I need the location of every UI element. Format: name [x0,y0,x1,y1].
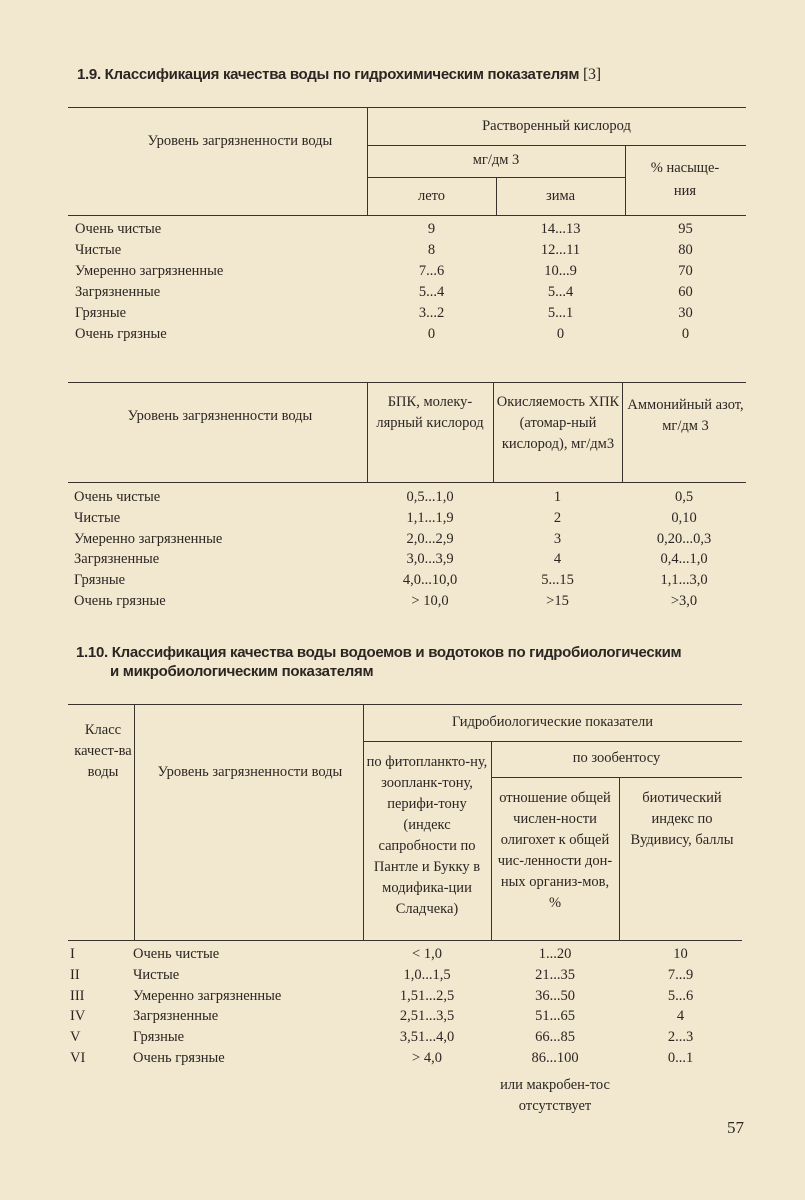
header-phytoplankton: по фитопланкто-ну, зоопланк-тону, перифи-тону (индекс сапробности по Пантле и Букку в модифика-ции Сладчека) [366,754,488,917]
header-dissolved-oxygen: Растворенный кислород [482,118,631,134]
table-1-10-title: 1.10. Классификация качества воды водоемов и водотоков по гидробиологическим и микробиологическим показателям [76,644,682,680]
table-row: Чистые 8 12...11 80 [75,242,693,258]
header-ammonium: Аммонийный азот, мг/дм 3 [627,397,744,434]
header-level: Уровень загрязненности воды [147,133,333,149]
table-row: VI Очень грязные > 4,0 86...100 0...1 [70,1049,694,1066]
header-level-b: Уровень загрязненности воды [127,408,313,424]
header-saturation: % насыще-ния [650,160,720,199]
header-level-c: Уровень загрязненности воды [157,764,343,780]
table-row: Очень чистые 9 14...13 95 [75,221,693,237]
table-row: Грязные 4,0...10,0 5...15 1,1...3,0 [74,572,708,589]
table-row: Загрязненные 3,0...3,9 4 0,4...1,0 [74,551,708,568]
header-summer: лето [417,188,446,204]
table-row: Очень грязные 0 0 0 [75,326,690,342]
footnote-macrobenthos: или макробен-тос отсутствует [500,1077,610,1114]
table-row: Грязные 3...2 5...1 30 [75,305,693,321]
header-xpk: Окисляемость ХПК (атомар-ный кислород), мг/дм3 [496,394,620,452]
header-class: Класс качест-ва воды [74,722,132,780]
table-1-9-title: 1.9. Классификация качества воды по гидрохимическим показателям [3] [77,66,601,83]
table-1-10-body [0,944,805,1069]
table-row: Чистые 1,1...1,9 2 0,10 [74,509,697,526]
table-row: IV Загрязненные 2,51...3,5 51...65 4 [70,1008,685,1025]
header-zoobenthos: по зообентосу [572,750,661,766]
table-row: Очень грязные > 10,0 >15 >3,0 [74,592,698,609]
table-row: II Чистые 1,0...1,5 21...35 7...9 [70,966,694,983]
table-row: Умеренно загрязненные 7...6 10...9 70 [75,263,693,279]
table-row: Очень чистые 0,5...1,0 1 0,5 [74,489,694,505]
table-row: III Умеренно загрязненные 1,51...2,5 36...50 5...6 [70,987,694,1004]
header-hydrobiological: Гидробиологические показатели [451,714,654,730]
table-row: V Грязные 3,51...4,0 66...85 2...3 [70,1029,694,1046]
header-oligochaete-ratio: отношение общей числен-ности олигохет к общей чис-ленности дон-ных организ-мов, % [497,790,613,911]
table-row: Умеренно загрязненные 2,0...2,9 3 0,20...0,3 [74,530,712,547]
table-row: I Очень чистые < 1,0 1...20 10 [70,946,688,962]
header-winter: зима [546,188,575,204]
table-1-9-a-body [0,219,805,345]
header-bpk: БПК, молеку-лярный кислород [376,394,484,431]
page-number: 57 [727,1118,744,1137]
header-mg: мг/дм 3 [472,152,520,168]
table-row: Загрязненные 5...4 5...4 60 [75,284,693,300]
header-biotic-index: биотический индекс по Вудивису, баллы [630,790,734,848]
table-1-9-b-body [0,487,805,612]
